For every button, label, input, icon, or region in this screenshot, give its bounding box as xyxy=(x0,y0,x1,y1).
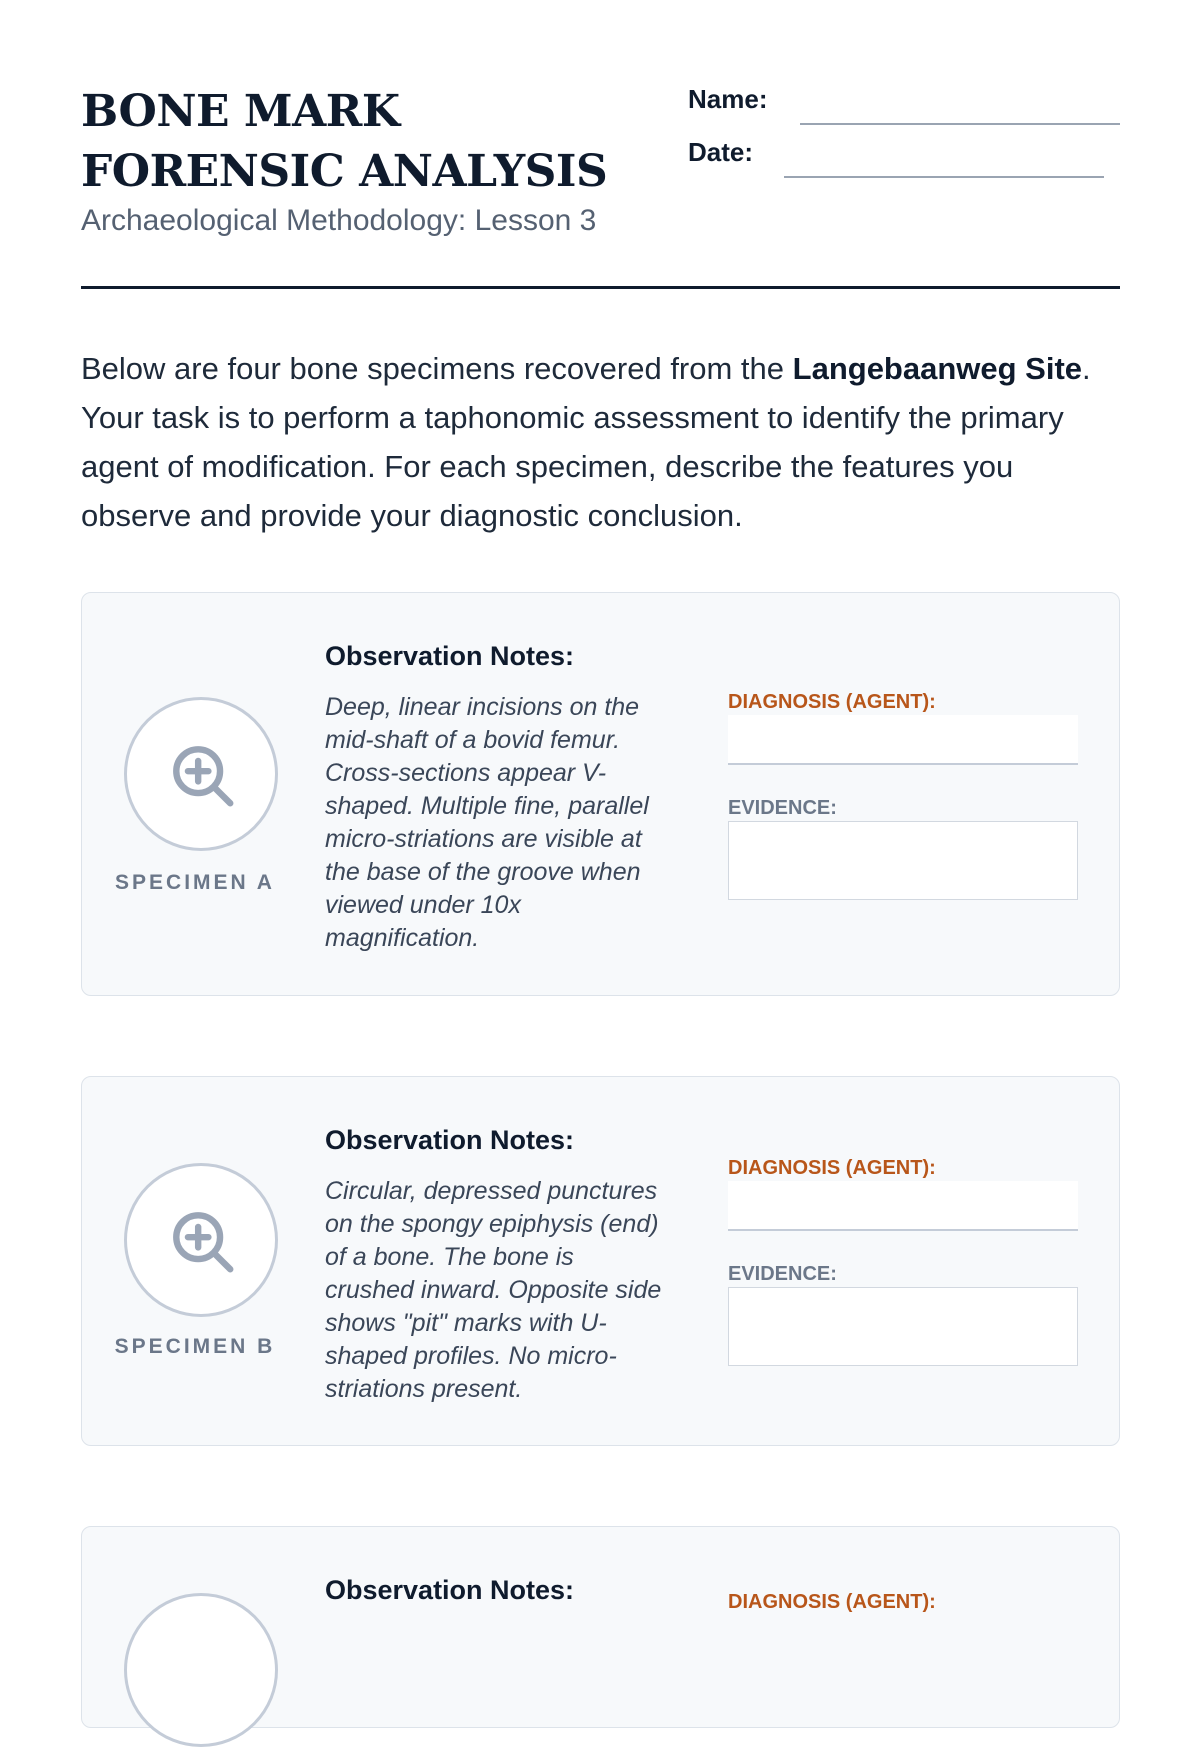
intro-after: . Your task is to perform a taphonomic assessment to identify the primary agent of modification. For each specimen, describe the features you observe and provide your diagnostic conclusion. xyxy=(81,351,1091,533)
specimen-c-image[interactable] xyxy=(124,1593,278,1747)
diagnosis-label: DIAGNOSIS (AGENT): xyxy=(728,1591,936,1613)
page-subtitle: Archaeological Methodology: Lesson 3 xyxy=(81,204,597,237)
evidence-label: EVIDENCE: xyxy=(728,797,837,819)
name-field[interactable] xyxy=(688,82,1120,122)
specimen-label: SPECIMEN B xyxy=(114,1335,276,1358)
intro-before: Below are four bone specimens recovered from the xyxy=(81,351,793,386)
observation-title: Observation Notes: xyxy=(325,641,575,671)
specimen-card-a xyxy=(81,592,1120,996)
diagnosis-input[interactable] xyxy=(728,1181,1078,1231)
diagnosis-input[interactable] xyxy=(728,715,1078,765)
zoom-in-icon xyxy=(169,1208,239,1278)
specimen-a-image[interactable] xyxy=(124,697,278,851)
specimen-b-image[interactable] xyxy=(124,1163,278,1317)
site-name: Langebaanweg Site xyxy=(792,351,1083,386)
observation-notes: Circular, depressed punctures on the spongy epiphysis (end) of a bone. The bone is crushed inward. Opposite side shows "pit" marks with U-shaped profiles. No micro-striations present. xyxy=(325,1177,662,1403)
name-label: Name: xyxy=(688,84,768,114)
name-line[interactable] xyxy=(800,123,1120,125)
evidence-label: EVIDENCE: xyxy=(728,1263,837,1285)
date-label: Date: xyxy=(688,137,754,167)
diagnosis-label: DIAGNOSIS (AGENT): xyxy=(728,691,936,713)
observation-title: Observation Notes: xyxy=(325,1125,575,1155)
observation-title: Observation Notes: xyxy=(325,1575,575,1605)
specimen-label: SPECIMEN A xyxy=(115,871,275,894)
date-line[interactable] xyxy=(784,176,1104,178)
specimen-card-c xyxy=(81,1526,1120,1728)
evidence-input[interactable] xyxy=(728,1287,1078,1366)
observation-notes: Deep, linear incisions on the mid-shaft of a bovid femur. Cross-sections appear V-shaped. Multiple fine, parallel micro-striations are visible at the base of the groove when viewed under 10x magnification. xyxy=(325,693,649,952)
worksheet-header xyxy=(81,82,1120,292)
specimen-card-b xyxy=(81,1076,1120,1446)
instructions-paragraph xyxy=(81,344,1120,540)
page-title: BONE MARK FORENSIC ANALYSIS xyxy=(81,86,608,197)
header-divider xyxy=(81,286,1120,289)
diagnosis-label: DIAGNOSIS (AGENT): xyxy=(728,1157,936,1179)
date-field[interactable] xyxy=(688,135,1104,175)
evidence-input[interactable] xyxy=(728,821,1078,900)
zoom-in-icon xyxy=(169,742,239,812)
